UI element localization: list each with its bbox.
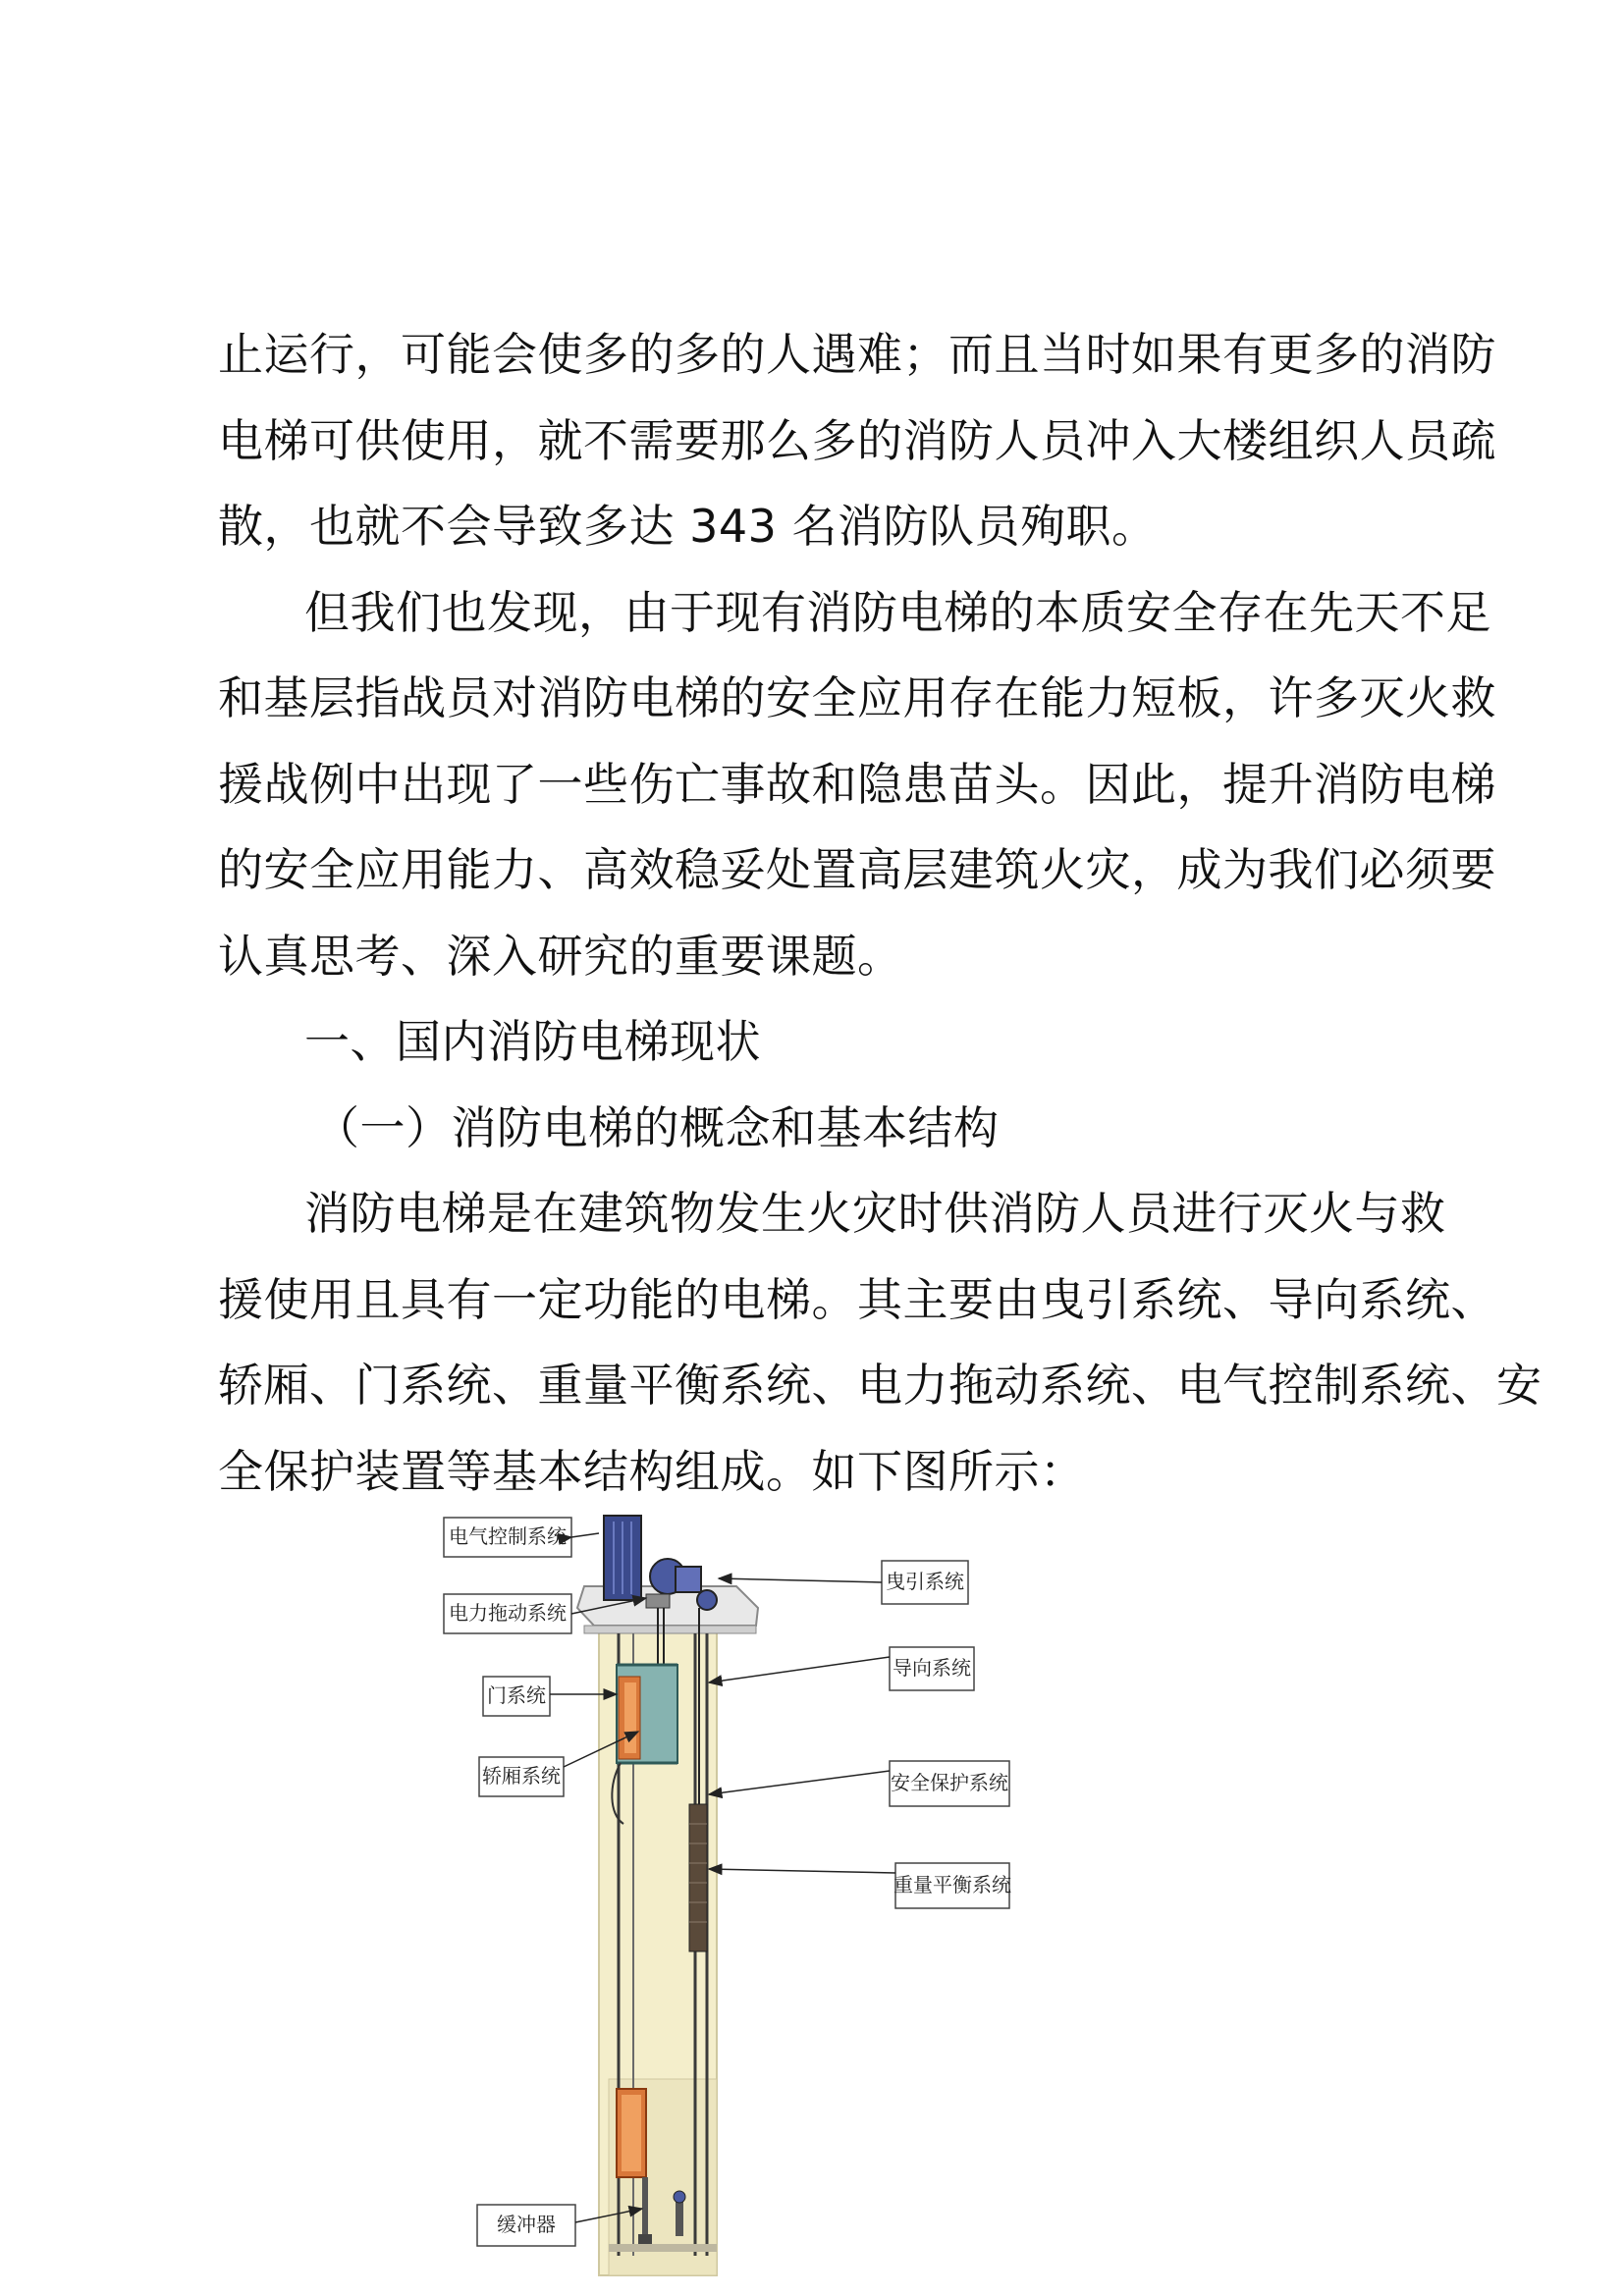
text-line: 的安全应用能力、高效稳妥处置高层建筑火灾，成为我们必须要 [218, 843, 1496, 896]
leader-line [709, 1771, 890, 1794]
label-text: 电力拖动系统 [449, 1601, 567, 1625]
label-guide [890, 1647, 974, 1690]
label-text: 导向系统 [893, 1656, 971, 1680]
leader-line [709, 1657, 890, 1682]
text-line: 散，也就不会导致多达 343 名消防队员殉职。 [218, 500, 1158, 553]
text-line: 和基层指战员对消防电梯的安全应用存在能力短板，许多灭火救 [218, 671, 1496, 724]
label-traction [882, 1561, 968, 1604]
text-line: 消防电梯是在建筑物发生火灾时供消防人员进行灭火与救 [304, 1187, 1446, 1240]
label-power-drag [444, 1594, 571, 1633]
label-buffer [477, 2205, 575, 2246]
label-text: 缓冲器 [497, 2213, 556, 2236]
label-text: 重量平衡系统 [893, 1873, 1011, 1896]
control-cabinet [604, 1516, 641, 1600]
landing-door [617, 2089, 646, 2177]
text-line: 全保护装置等基本结构组成。如下图所示： [218, 1444, 1086, 1498]
text-line: 但我们也发现，由于现有消防电梯的本质安全存在先天不足 [304, 585, 1491, 639]
label-text: 轿厢系统 [482, 1764, 561, 1788]
leader-line [571, 1533, 599, 1537]
leader-line [719, 1578, 882, 1582]
label-text: 安全保护系统 [891, 1771, 1008, 1794]
label-safety [890, 1761, 1009, 1806]
body-text [218, 312, 1543, 1515]
counterweight [689, 1804, 707, 1951]
text-line: 认真思考、深入研究的重要课题。 [218, 929, 903, 983]
text-line: 轿厢、门系统、重量平衡系统、电力拖动系统、电气控制系统、安 [218, 1359, 1543, 1412]
text-line: 止运行，可能会使多的多的人遇难；而且当时如果有更多的消防 [218, 328, 1496, 381]
text-line: 电梯可供使用，就不需要那么多的消防人员冲入大楼组织人员疏 [218, 413, 1496, 467]
label-electrical-control [444, 1518, 571, 1557]
label-door-system [483, 1677, 550, 1716]
label-text: 曳引系统 [886, 1570, 964, 1593]
elevator-car [617, 1665, 677, 1763]
leader-line [709, 1869, 895, 1873]
text-line: 援战例中出现了一些伤亡事故和隐患苗头。因此，提升消防电梯 [218, 757, 1496, 811]
label-car-system [479, 1757, 564, 1796]
label-text: 电气控制系统 [449, 1524, 567, 1548]
label-counterweight [893, 1863, 1011, 1908]
elevator-structure-figure [442, 1510, 1080, 2277]
section-heading: 一、国内消防电梯现状 [304, 1015, 761, 1068]
label-text: 门系统 [487, 1683, 546, 1707]
elevator-diagram [442, 1510, 1080, 2277]
text-line: 援使用且具有一定功能的电梯。其主要由曳引系统、导向系统、 [218, 1272, 1496, 1326]
subsection-heading: （一）消防电梯的概念和基本结构 [314, 1100, 1000, 1154]
